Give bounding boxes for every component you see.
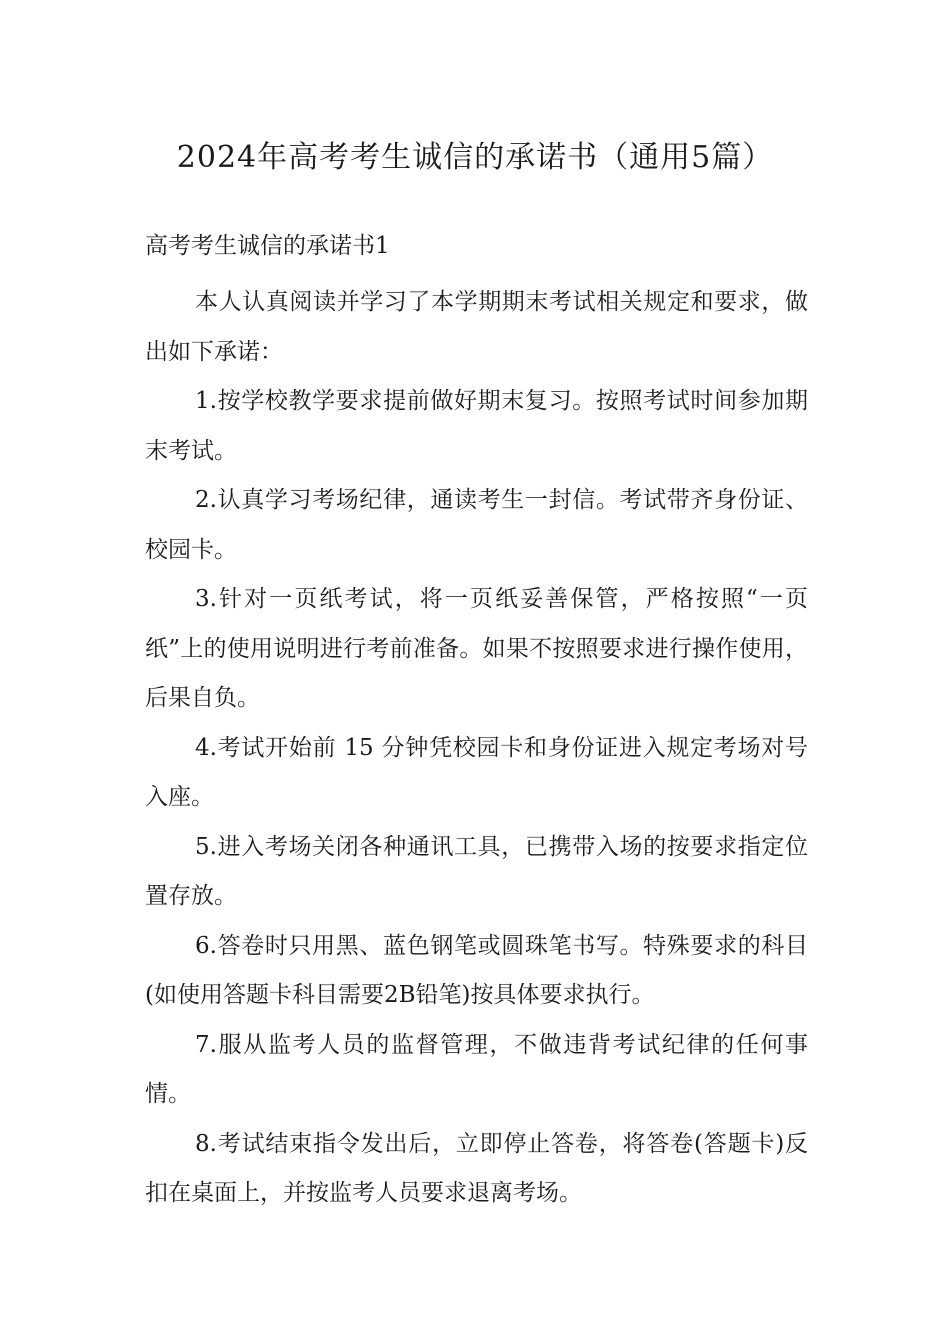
pledge-item-6: 6.答卷时只用黑、蓝色钢笔或圆珠笔书写。特殊要求的科目(如使用答题卡科目需要2B铅笔)按具体要求执行。 bbox=[145, 932, 808, 1008]
pledge-item-3: 3.针对一页纸考试，将一页纸妥善保管，严格按照“一页纸”上的使用说明进行考前准备。如果不按照要求进行操作使用，后果自负。 bbox=[145, 586, 808, 711]
document-title: 2024年高考考生诚信的承诺书（通用5篇） bbox=[176, 140, 774, 175]
pledge-item-2: 2.认真学习考场纪律，通读考生一封信。考试带齐身份证、校园卡。 bbox=[145, 487, 808, 563]
pledge-item-5: 5.进入考场关闭各种通讯工具，已携带入场的按要求指定位置存放。 bbox=[145, 833, 808, 909]
intro-paragraph: 本人认真阅读并学习了本学期期末考试相关规定和要求，做出如下承诺： bbox=[145, 289, 808, 365]
pledge-item-1: 1.按学校教学要求提前做好期末复习。按照考试时间参加期末考试。 bbox=[145, 388, 808, 464]
pledge-item-8: 8.考试结束指令发出后，立即停止答卷，将答卷(答题卡)反扣在桌面上，并按监考人员要求退离考场。 bbox=[145, 1130, 808, 1206]
document-body bbox=[145, 278, 808, 1219]
pledge-item-4: 4.考试开始前 15 分钟凭校园卡和身份证进入规定考场对号入座。 bbox=[145, 734, 808, 810]
pledge-item-7: 7.服从监考人员的监督管理，不做违背考试纪律的任何事情。 bbox=[145, 1031, 808, 1107]
section-heading: 高考考生诚信的承诺书1 bbox=[145, 233, 390, 259]
